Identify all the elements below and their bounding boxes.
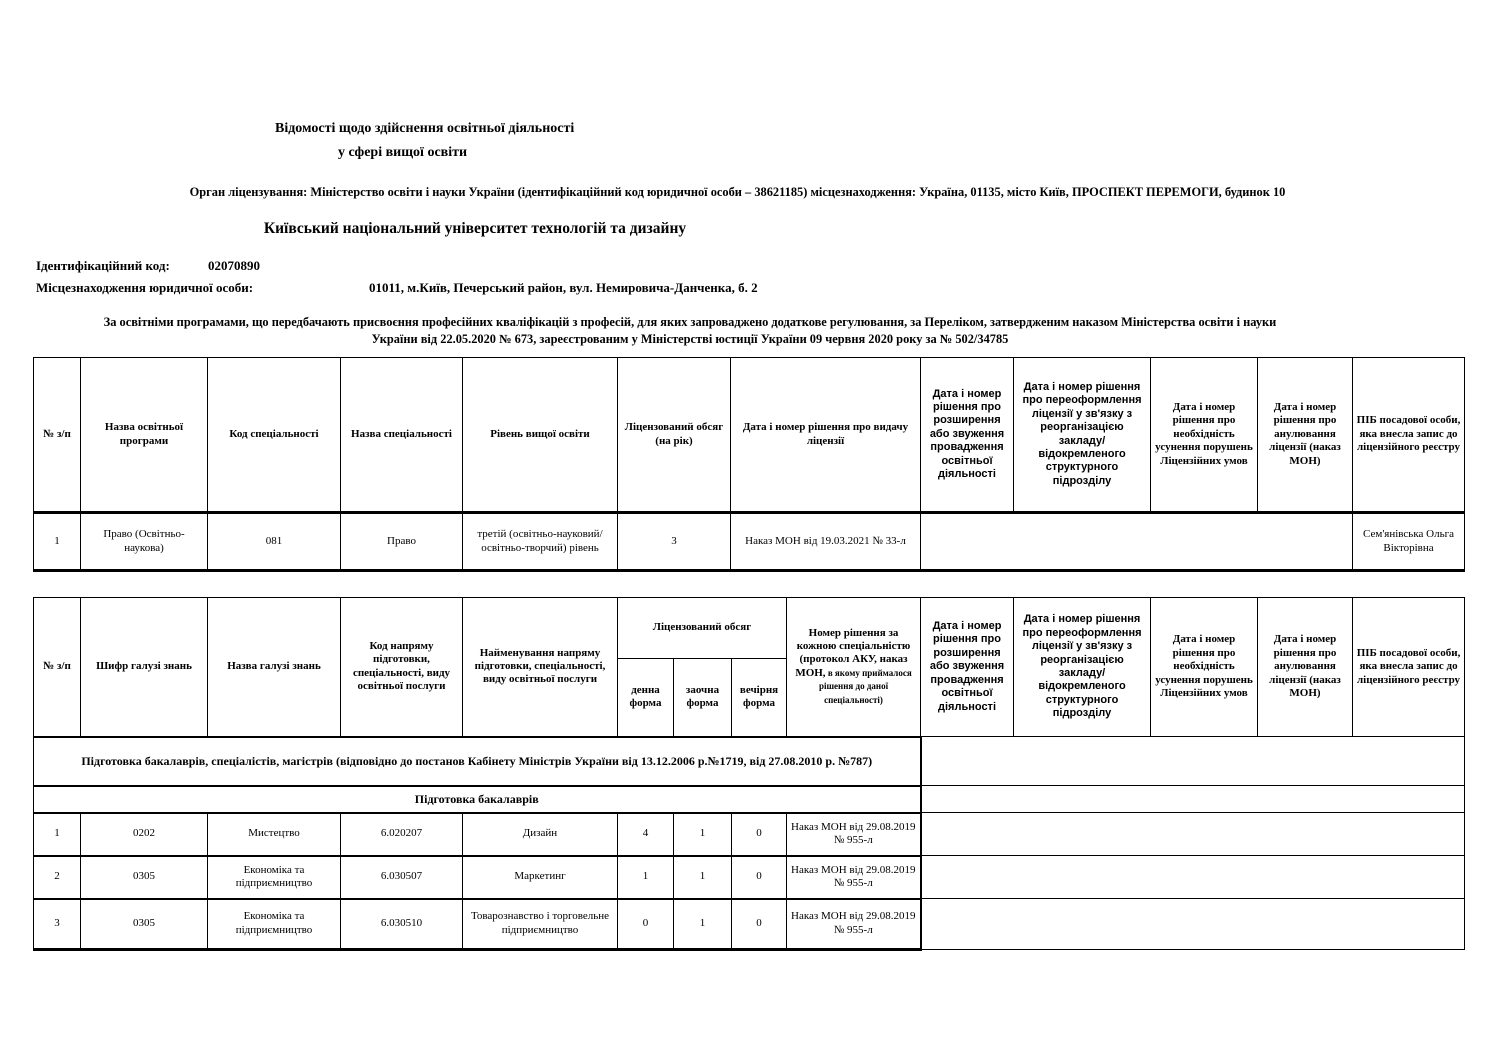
t2-data-row-3 (34, 899, 1465, 950)
regulation-paragraph-line2: України від 22.05.2020 № 673, зареєстрованим у Міністерстві юстиції України 09 червня 2020 року за № 502/34785 (371, 332, 1009, 346)
t2-data-row-1 (34, 813, 1465, 856)
t2-cell-direction-code: 6.020207 (341, 813, 463, 856)
t2-header-form-evening: вечірня форма (732, 659, 787, 737)
t2-header-branch-code: Шифр галузі знань (81, 598, 208, 737)
t2-header-direction-code: Код напряму підготовки, спеціальності, виду освітньої послуги (341, 598, 463, 737)
t2-header-direction-name: Найменування напряму підготовки, спеціальності, виду освітньої послуги (463, 598, 618, 737)
t2-header-decision-note: в якому приймалося рішення до даної спеціальності) (818, 667, 912, 705)
t2-section-bachelors-specialists-masters: Підготовка бакалаврів, спеціалістів, магістрів (відповідно до постанов Кабінету Міністрів України від 13.12.2006 р.№1719, від 27.08.2010 р. №787) (34, 737, 921, 786)
t2-header-decision-main: Номер рішення за кожною спеціальністю (протокол АКУ, наказ МОН, (795, 626, 911, 679)
t1-header-code: Код спеціальності (208, 358, 341, 513)
t1-header-expand: Дата і номер рішення про розширення або звуження провадження освітньої діяльності (921, 358, 1014, 513)
t2-cell-day: 1 (618, 856, 674, 899)
t1-header-volume: Ліцензований обсяг (на рік) (618, 358, 731, 513)
t2-cell-extramural: 1 (674, 813, 732, 856)
t1-cell-empty-decisions (921, 513, 1353, 571)
t2-header-branch-name: Назва галузі знань (208, 598, 341, 737)
t2-cell-evening: 0 (732, 856, 787, 899)
t1-header-specialty: Назва спеціальності (341, 358, 463, 513)
t2-cell-day: 0 (618, 899, 674, 950)
t2-header-expand: Дата і номер рішення про розширення або звуження провадження освітньої діяльності (921, 598, 1014, 737)
t2-header-form-day: денна форма (618, 659, 674, 737)
t2-cell-decision: Наказ МОН від 29.08.2019 № 955-л (787, 856, 921, 899)
t2-cell-branch-code: 0305 (81, 856, 208, 899)
t2-header-num: № з/п (34, 598, 81, 737)
licensing-authority-line: Орган ліцензування: Міністерство освіти і науки України (ідентифікаційний код юридичної особи – 38621185) місцезнаходження: Україна, 01135, місто Київ, ПРОСПЕКТ ПЕРЕМОГИ, будинок 10 (189, 185, 1286, 199)
t2-header-annul: Дата і номер рішення про анулювання ліцензії (наказ МОН) (1258, 598, 1353, 737)
t1-header-program: Назва освітньої програми (81, 358, 208, 513)
t1-cell-issue: Наказ МОН від 19.03.2021 № 33-л (731, 513, 921, 571)
university-name: Київський національний університет технологій та дизайну (263, 220, 687, 237)
doc-title-line2: у сфері вищої освіти (338, 145, 468, 160)
t2-blank-right-5 (921, 899, 1465, 950)
legal-address-value: 01011, м.Київ, Печерський район, вул. Немировича-Данченка, б. 2 (369, 280, 758, 295)
t2-blank-right-2 (921, 786, 1465, 813)
t1-header-reissue: Дата і номер рішення про переоформлення ліцензії у зв'язку з реорганізацією закладу/відокремленого структурного підрозділу (1014, 358, 1151, 513)
doc-title-line1: Відомості щодо здійснення освітньої діяльності (275, 121, 575, 136)
t1-cell-num: 1 (34, 513, 81, 571)
t2-cell-direction-code: 6.030507 (341, 856, 463, 899)
t2-cell-branch-name: Економіка та підприємництво (208, 899, 341, 950)
identification-code-value: 02070890 (208, 258, 260, 273)
t2-cell-extramural: 1 (674, 899, 732, 950)
t2-section-row-1 (34, 737, 1465, 786)
t2-header-decision (787, 598, 921, 737)
t2-header-volume-group: Ліцензований обсяг (618, 598, 787, 659)
t2-cell-branch-name: Мистецтво (208, 813, 341, 856)
t2-cell-direction-name: Дизайн (463, 813, 618, 856)
t1-cell-level: третій (освітньо-науковий/освітньо-творчий) рівень (463, 513, 618, 571)
t2-cell-branch-name: Економіка та підприємництво (208, 856, 341, 899)
t1-cell-official: Сем'янівська Ольга Вікторівна (1353, 513, 1465, 571)
t2-cell-day: 4 (618, 813, 674, 856)
t2-cell-direction-name: Маркетинг (463, 856, 618, 899)
t2-blank-right-3 (921, 813, 1465, 856)
t2-blank-right-1 (921, 737, 1465, 786)
t2-cell-direction-name: Товарознавство і торговельне підприємництво (463, 899, 618, 950)
t1-data-row (34, 513, 1465, 571)
t2-cell-branch-code: 0305 (81, 899, 208, 950)
t1-cell-specialty: Право (341, 513, 463, 571)
t2-section-row-2 (34, 786, 1465, 813)
programs-license-table (33, 357, 1465, 572)
t1-header-violations: Дата і номер рішення про необхідність усунення порушень Ліцензійних умов (1151, 358, 1258, 513)
t2-header-official: ПІБ посадової особи, яка внесла запис до ліцензійного реєстру (1353, 598, 1465, 737)
t1-header-official: ПІБ посадової особи, яка внесла запис до ліцензійного реєстру (1353, 358, 1465, 513)
regulation-paragraph-line1: За освітніми програмами, що передбачають присвоєння професійних кваліфікацій з професій, для яких запроваджено додаткове регулювання, за Переліком, затвердженим наказом Міністерства освіти і науки (103, 315, 1277, 329)
t2-cell-num: 1 (34, 813, 81, 856)
identification-code-label: Ідентифікаційний код: (36, 258, 170, 273)
t2-section-bachelors: Підготовка бакалаврів (34, 786, 921, 813)
t1-header-num: № з/п (34, 358, 81, 513)
legal-address-label: Місцезнаходження юридичної особи: (36, 280, 254, 295)
t2-cell-num: 3 (34, 899, 81, 950)
t2-cell-evening: 0 (732, 813, 787, 856)
t2-cell-extramural: 1 (674, 856, 732, 899)
t2-header-reissue: Дата і номер рішення про переоформлення ліцензії у зв'язку з реорганізацією закладу/відокремленого структурного підрозділу (1014, 598, 1151, 737)
t2-cell-direction-code: 6.030510 (341, 899, 463, 950)
t1-header-annul: Дата і номер рішення про анулювання ліцензії (наказ МОН) (1258, 358, 1353, 513)
t2-cell-decision: Наказ МОН від 29.08.2019 № 955-л (787, 899, 921, 950)
t1-cell-volume: 3 (618, 513, 731, 571)
t1-cell-program: Право (Освітньо-наукова) (81, 513, 208, 571)
t2-cell-num: 2 (34, 856, 81, 899)
t2-header-row-top (34, 598, 1465, 659)
t2-cell-decision: Наказ МОН від 29.08.2019 № 955-л (787, 813, 921, 856)
t2-blank-right-4 (921, 856, 1465, 899)
t2-cell-evening: 0 (732, 899, 787, 950)
t2-data-row-2 (34, 856, 1465, 899)
t1-header-issue: Дата і номер рішення про видачу ліцензії (731, 358, 921, 513)
t1-header-level: Рівень вищої освіти (463, 358, 618, 513)
directions-license-table (33, 597, 1465, 951)
t2-cell-branch-code: 0202 (81, 813, 208, 856)
t2-header-violations: Дата і номер рішення про необхідність усунення порушень Ліцензійних умов (1151, 598, 1258, 737)
t2-header-form-extramural: заочна форма (674, 659, 732, 737)
t1-header-row (34, 358, 1465, 513)
t1-cell-code: 081 (208, 513, 341, 571)
